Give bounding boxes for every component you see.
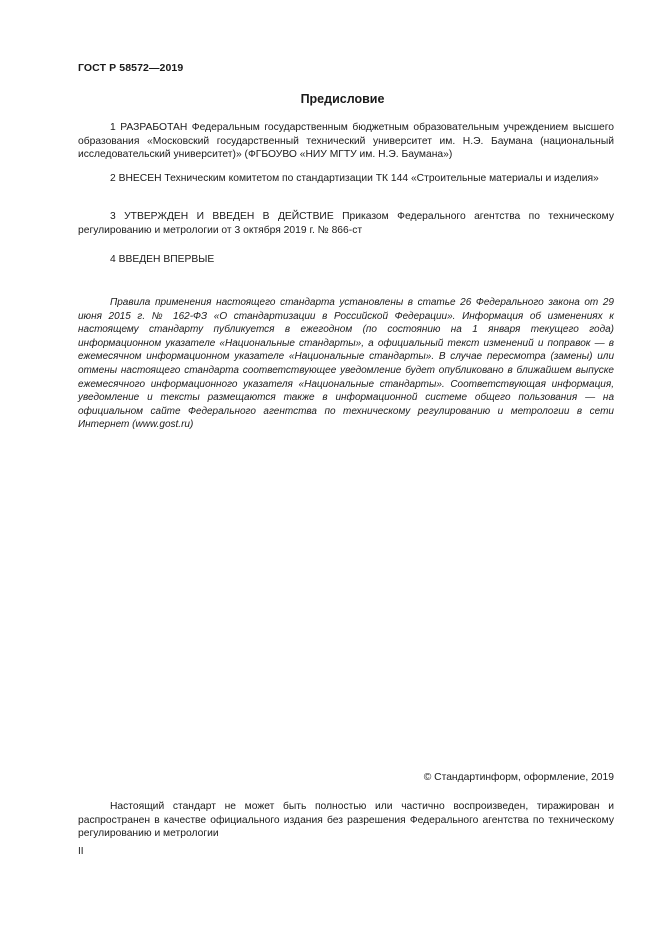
reproduction-notice: Настоящий стандарт не может быть полностью или частично воспроизведен, тиражирован и распространен в качестве официального издания без разрешения Федерального агентства по техническому регулированию и метрологии (78, 801, 614, 839)
page-number: II (78, 846, 84, 857)
page-title: Предисловие (300, 92, 385, 106)
paragraph-first-introduced: 4 ВВЕДЕН ВПЕРВЫЕ (110, 254, 215, 265)
paragraph-developed: 1 РАЗРАБОТАН Федеральным государственным бюджетным образовательным учреждением высшего образования «Московский государственный технический университет им. Н.Э. Баумана (национальный исследовательский университет)» (ФГБОУВО «НИУ МГТУ им. Н.Э. Баумана») (78, 122, 614, 160)
copyright-line: © Стандартинформ, оформление, 2019 (423, 772, 614, 783)
standard-code: ГОСТ Р 58572—2019 (78, 62, 184, 74)
paragraph-introduced: 2 ВНЕСЕН Техническим комитетом по стандартизации ТК 144 «Строительные материалы и изделия» (110, 173, 599, 184)
application-notice: Правила применения настоящего стандарта установлены в статье 26 Федерального закона от 29 июня 2015 г. № 162-ФЗ «О стандартизации в Российской Федерации». Информация об изменениях к настоящему стандарту публикуется в ежегодном (по состоянию на 1 января текущего года) информационном указателе «Национальные стандарты», а официальный текст изменений и поправок — в ежемесячном информационном указателе «Национальные стандарты». В случае пересмотра (замены) или отмены настоящего стандарта соответствующее уведомление будет опубликовано в ближайшем выпуске ежемесячного информационного указателя «Национальные стандарты». Соответствующая информация, уведомление и тексты размещаются также в информационной системе общего пользования — на официальном сайте Федерального агентства по техническому регулированию и метрологии в сети Интернет (www.gost.ru) (78, 297, 614, 431)
paragraph-approved: 3 УТВЕРЖДЕН И ВВЕДЕН В ДЕЙСТВИЕ Приказом Федерального агентства по техническому регулированию и метрологии от 3 октября 2019 г. № 866-ст (78, 211, 614, 236)
